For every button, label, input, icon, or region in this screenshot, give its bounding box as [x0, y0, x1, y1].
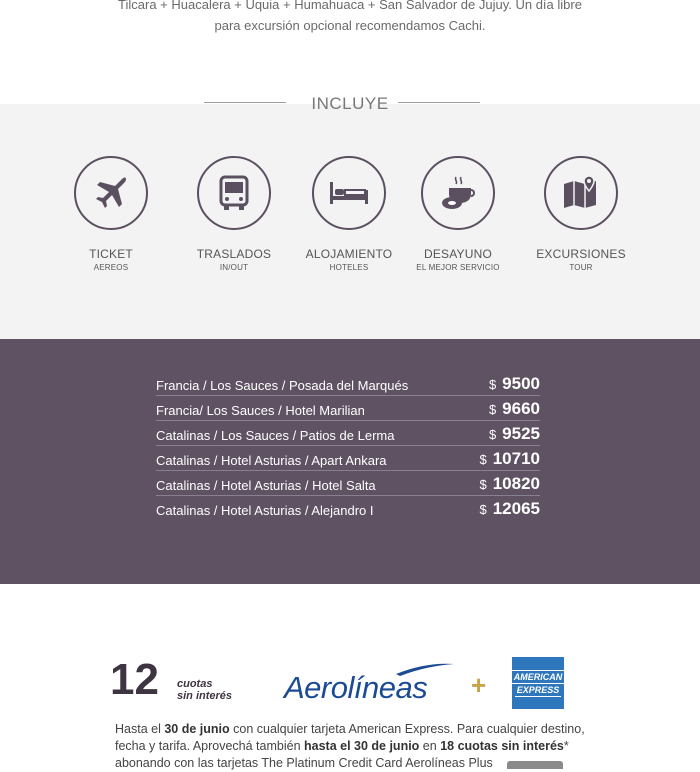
intro-line-1: Tilcara + Huacalera + Uquia + Humahuaca + San Salvador de Jujuy. Un día libre [118, 0, 582, 12]
amex-logo [512, 657, 564, 709]
cuotas-number: 12 [110, 655, 159, 704]
include-label: DESAYUNO [423, 247, 493, 261]
cuotas-text [177, 678, 232, 702]
price-value: 9660 [502, 399, 540, 418]
promo-section [0, 584, 700, 770]
price-value: 12065 [492, 499, 540, 518]
promo-text-2: con cualquier tarjeta American Express. Para cualquier destino, fecha y tarifa. Aprovechá también [115, 722, 585, 753]
currency-symbol: $ [479, 477, 487, 492]
currency-symbol: $ [488, 402, 497, 417]
price-row-name: Catalinas / Los Sauces / Patios de Lerma [156, 428, 395, 443]
include-sublabel: TOUR [569, 263, 593, 272]
include-label: TRASLADOS [196, 247, 272, 261]
map-icon [544, 156, 618, 230]
include-label: EXCURSIONES [536, 247, 626, 261]
heading-divider-right [398, 102, 480, 103]
price-row-name: Catalinas / Hotel Asturias / Apart Ankara [156, 453, 387, 468]
includes-heading [0, 94, 700, 114]
price-row-price [489, 374, 540, 394]
intro-line-2: para excursión opcional recomendamos Cachi. [214, 18, 486, 33]
cuotas-line-2: sin interés [177, 690, 233, 702]
amex-line-1: AMERICAN [513, 671, 563, 682]
include-item-alojamiento [289, 156, 409, 272]
include-sublabel: EL MEJOR SERVICIO [416, 263, 500, 272]
price-row [156, 446, 540, 471]
promo-cuotas-bold: 18 cuotas sin interés [440, 739, 564, 753]
currency-symbol: $ [488, 427, 497, 442]
include-sublabel: IN/OUT [219, 263, 249, 272]
currency-symbol: $ [488, 377, 497, 392]
include-item-traslados [174, 156, 294, 272]
price-row [156, 371, 540, 396]
includes-title: INCLUYE [311, 94, 389, 113]
price-row-name: Catalinas / Hotel Asturias / Alejandro I [156, 503, 374, 518]
intro-text [0, 0, 700, 36]
price-row-price [489, 399, 540, 419]
include-item-desayuno [398, 156, 518, 272]
promo-text-3: en [419, 739, 441, 753]
include-item-excursiones [521, 156, 641, 272]
price-row [156, 496, 540, 520]
aerolineas-wordmark: Aerolíneas [284, 670, 428, 705]
plus-sign: + [471, 670, 487, 700]
bus-icon [197, 156, 271, 230]
heading-divider-left [204, 102, 286, 103]
include-label: TICKET [89, 247, 133, 261]
price-row-price [479, 474, 540, 494]
includes-section [0, 94, 700, 340]
price-value: 10710 [492, 449, 540, 468]
currency-symbol: $ [479, 452, 487, 467]
include-item-ticket [51, 156, 171, 272]
price-row-name: Francia/ Los Sauces / Hotel Marilian [156, 403, 365, 418]
airplane-icon [74, 156, 148, 230]
coffee-icon [421, 156, 495, 230]
price-row-price [489, 424, 540, 444]
price-value: 9525 [502, 424, 540, 443]
price-row [156, 421, 540, 446]
cuotas-line-1: cuotas [177, 678, 213, 690]
include-label: ALOJAMIENTO [305, 247, 393, 261]
promo-text-4: * abonando con las tarjetas The Platinum Credit Card Aerolíneas Plus [115, 739, 569, 770]
price-row [156, 471, 540, 496]
price-row [156, 396, 540, 421]
price-row-price [479, 449, 540, 469]
include-sublabel: AEREOS [93, 263, 129, 272]
include-sublabel: HOTELES [329, 263, 369, 272]
price-value: 9500 [502, 374, 540, 393]
price-value: 10820 [492, 474, 540, 493]
price-row-name: Francia / Los Sauces / Posada del Marqués [156, 378, 409, 393]
price-list-section [0, 339, 700, 584]
bed-icon [312, 156, 386, 230]
currency-symbol: $ [479, 502, 487, 517]
promo-date-1: 30 de junio [164, 722, 230, 736]
promo-date-2: hasta el 30 de junio [304, 739, 420, 753]
card-image [507, 761, 563, 769]
price-row-name: Catalinas / Hotel Asturias / Hotel Salta [156, 478, 376, 493]
promo-text-1: Hasta el [115, 722, 165, 736]
amex-line-2: EXPRESS [516, 684, 560, 695]
price-row-price [479, 499, 540, 519]
